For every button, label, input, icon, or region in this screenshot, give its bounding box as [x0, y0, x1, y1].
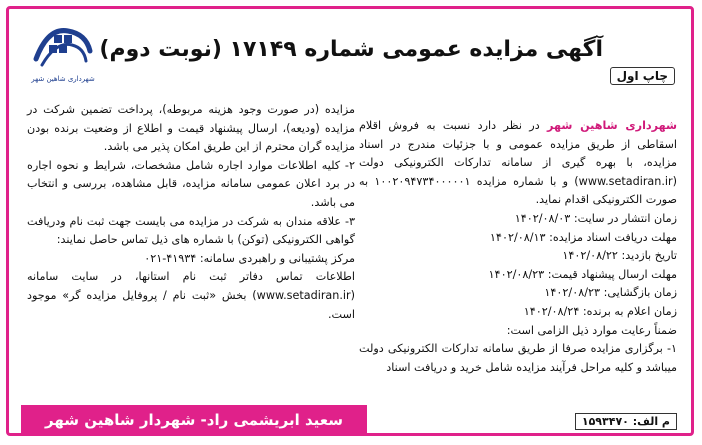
logo-emblem-icon [28, 21, 98, 73]
opening-date: زمان بازگشایی: ۱۴۰۲/۰۸/۲۳ [544, 286, 677, 300]
requirement-1-continued: مزایده (در صورت وجود هزینه مربوطه)، پرداخت تضمین شرکت در مزایده (ودیعه)، ارسال پیشنهاد قیمت و اطلاع از وضعیت برنده بودن مزایده گران محترم از این طریق امکان پذیر می باشد. [27, 103, 355, 154]
winner-announce-date: زمان اعلام به برنده: ۱۴۰۲/۰۸/۲۴ [523, 304, 677, 318]
print-badge: چاپ اول [610, 67, 675, 85]
logo-caption: شهرداری شاهین شهر [31, 75, 95, 83]
reference-code: م الف: ۱۵۹۳۴۷۰ [575, 413, 677, 430]
org-name: شهرداری شاهین شهر [547, 119, 677, 132]
signature-bar: سعید ابریشمی راد- شهردار شاهین شهر [21, 405, 367, 435]
ad-frame [6, 6, 694, 436]
visit-date: تاریخ بازدید: ۱۴۰۲/۰۸/۲۲ [562, 249, 677, 263]
requirement-2: ۲- کلیه اطلاعات موارد اجاره شامل مشخصات، شرایط و نحوه اجاره در برد اعلان عمومی سامانه مزایده، قابل مشاهده، بررسی و انتخاب می باشد. [27, 158, 355, 209]
support-phone: مرکز پشتیبانی و راهبردی سامانه: ۴۱۹۳۴-۰۲۱ [144, 251, 355, 265]
left-column [27, 101, 355, 324]
doc-deadline: مهلت دریافت اسناد مزایده: ۱۴۰۲/۰۸/۱۳ [489, 230, 677, 244]
ad-title: آگهی مزایده عمومی شماره ۱۷۱۴۹ (نوبت دوم) [99, 37, 603, 62]
registration-info: اطلاعات تماس دفاتر ثبت نام استانها، در سایت سامانه (www.setadiran.ir) بخش «ثبت نام / پروفایل مزایده گر» موجود است. [27, 270, 355, 321]
bid-deadline: مهلت ارسال پیشنهاد قیمت: ۱۴۰۲/۰۸/۲۳ [488, 267, 677, 281]
municipality-logo [23, 21, 103, 89]
ad-header [19, 15, 681, 93]
intro-text: در نظر دارد نسبت به فروش اقلام اسقاطی از طریق مزایده عمومی و با جزئیات مندرج در اسناد مزایده، با بهره گیری از سامانه تدارکات الکترونیکی دولت (www.setadiran.ir) و با شماره مزایده ۱۰۰۲۰۹۴۷۳۴۰۰۰۰۰۱ به صورت الکترونیکی اقدام نماید. [359, 119, 677, 207]
publish-date: زمان انتشار در سایت: ۱۴۰۲/۰۸/۰۳ [514, 211, 677, 225]
requirement-3: ۳- علاقه مندان به شرکت در مزایده می بایست جهت ثبت نام ودریافت گواهی الکترونیکی (توکن) با شماره های ذیل تماس حاصل نمایند: [27, 214, 355, 247]
intro-paragraph [359, 117, 677, 210]
right-column [359, 117, 677, 377]
requirement-1: ۱- برگزاری مزایده صرفا از طریق سامانه تدارکات الکترونیکی دولت میباشد و کلیه مراحل فرآیند مزایده شامل خرید و دریافت اسناد [359, 342, 677, 374]
requirements-heading: ضمناً رعایت موارد ذیل الزامی است: [506, 323, 677, 337]
